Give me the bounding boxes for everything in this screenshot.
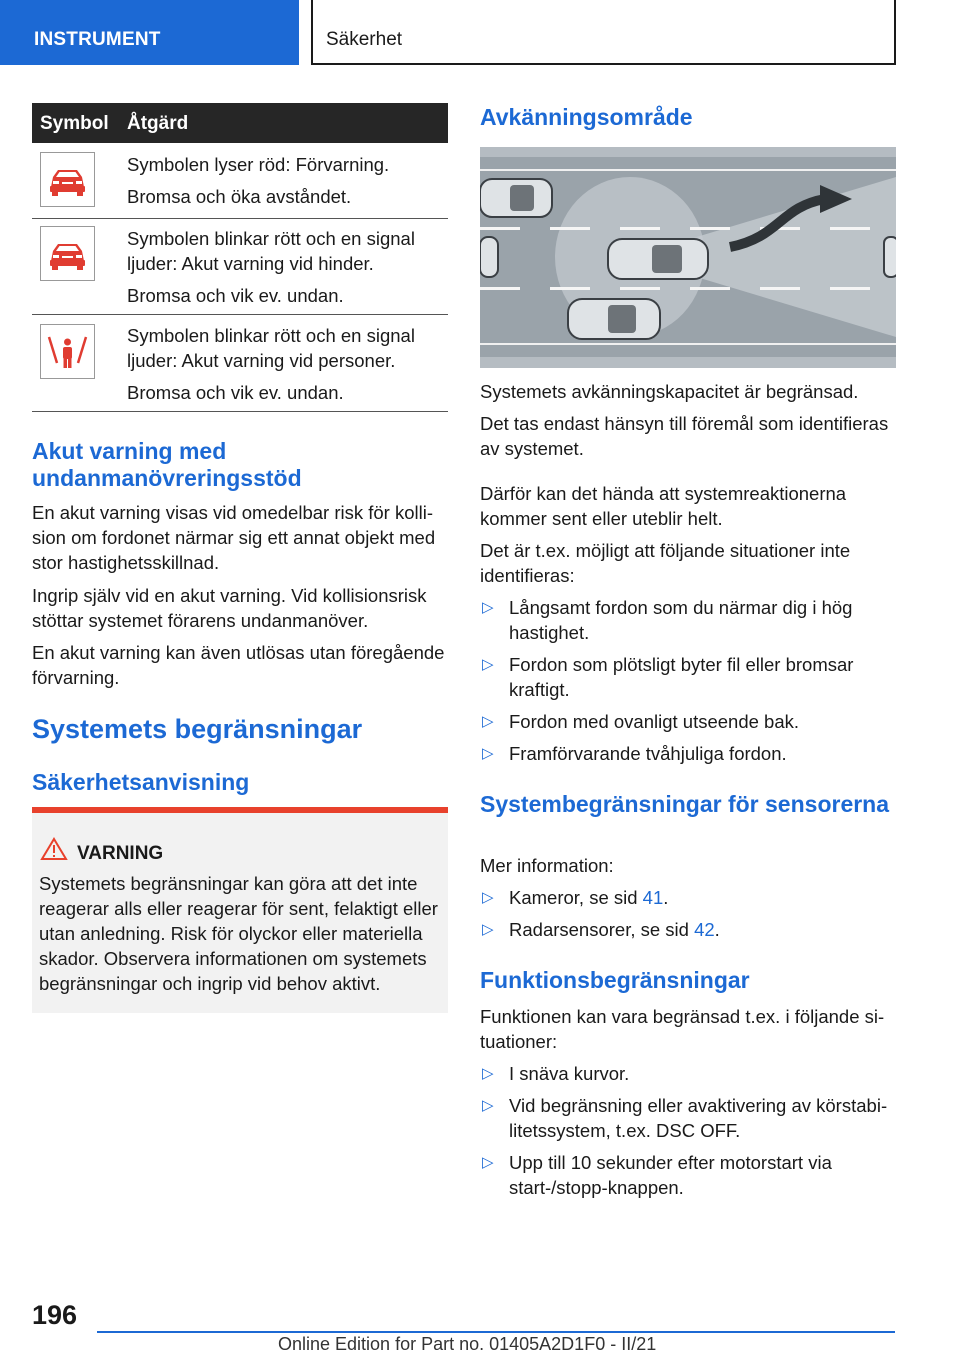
page-number: 196 [32, 1300, 78, 1330]
footer-divider [97, 1331, 895, 1333]
bullet-triangle-icon: ▷ [482, 599, 494, 616]
sensors-intro: Mer information: [480, 855, 614, 876]
bullet-triangle-icon: ▷ [482, 713, 494, 730]
warning-text: Systemets begränsningar kan göra att det inte reagerar alls eller reagerar för sent, felaktigt eller utan anledning. Risk för olyckor eller materiella skador. Observera informationen om systemets begränsningar och ingrip vid behov aktivt. [39, 873, 438, 994]
row-text: Symbolen blinkar rött och en signal ljuder: Akut varning vid hinder. [127, 228, 415, 274]
bullet-triangle-icon: ▷ [482, 1097, 494, 1114]
list-item: ▷ Radarsensorer, se sid 42. [482, 919, 720, 940]
warning-triangle-icon [40, 837, 68, 861]
list-item: ▷ Kameror, se sid 41. [482, 887, 669, 908]
sensing-heading: Avkänningsområde [480, 104, 693, 130]
row-text: Symbolen lyser röd: Förvarning. [127, 154, 390, 175]
warning-title: VARNING [77, 843, 164, 864]
bullet-triangle-icon: ▷ [482, 1154, 494, 1171]
table-row [32, 143, 448, 219]
pedestrian-warning-icon [40, 324, 95, 379]
list-item: ▷ I snäva kurvor. [482, 1063, 630, 1084]
bullet-triangle-icon: ▷ [482, 656, 494, 673]
edition-text: Online Edition for Part no. 01405A2D1F0 - II/21 [278, 1334, 657, 1354]
limits-heading: Systemets begränsningar [32, 714, 363, 744]
table-header [32, 103, 448, 143]
bullet-triangle-icon: ▷ [482, 745, 494, 762]
list-item: ▷ Framförvarande tvåhjuliga fordon. [482, 743, 787, 764]
chapter-label: Säkerhet [326, 29, 403, 50]
chapter-box [311, 0, 896, 65]
function-heading: Funktionsbegränsningar [480, 967, 750, 993]
list-item: ▷ Upp till 10 sekunder efter motorstart via start-/stopp-knappen. [482, 1152, 832, 1198]
list-item: ▷ Långsamt fordon som du närmar dig i hög hastighet. [482, 597, 853, 643]
safety-subheading: Säkerhetsanvisning [32, 769, 250, 795]
function-intro: Funktionen kan vara begränsad t.ex. i följande situationer: [480, 1006, 885, 1052]
akut-paragraph: En akut varning visas vid omedelbar risk för kollision om fordonet närmar sig ett annat objekt med stor hastighetsskillnad. [32, 502, 436, 573]
sensing-paragraph: Det är t.ex. möjligt att följande situationer inte identifieras: [480, 540, 851, 586]
list-item: ▷ Vid begränsning eller avaktivering av körstabilitetssystem, t.ex. DSC OFF. [482, 1095, 888, 1141]
akut-paragraph: Ingrip själv vid en akut varning. Vid kollisionsrisk stöttar systemet förarens undanmanöver. [32, 585, 427, 631]
row-text: Bromsa och vik ev. undan. [127, 285, 344, 306]
col-symbol-header: Symbol [40, 113, 109, 134]
car-warning-icon [40, 226, 95, 281]
table-row [32, 219, 448, 315]
car-warning-icon [40, 152, 95, 207]
table-row [32, 315, 448, 412]
sensing-paragraph: Det tas endast hänsyn till föremål som identifieras av systemet. [480, 413, 889, 459]
sensing-paragraph: Därför kan det hända att systemreaktionerna kommer sent eller uteblir helt. [480, 483, 847, 529]
row-text: Symbolen blinkar rött och en signal ljuder: Akut varning vid personer. [127, 325, 415, 371]
page-link-42[interactable]: 42 [694, 919, 715, 940]
list-item: ▷ Fordon som plötsligt byter fil eller bromsar kraftigt. [482, 654, 854, 700]
row-text: Bromsa och vik ev. undan. [127, 382, 344, 403]
bullet-triangle-icon: ▷ [482, 921, 494, 938]
akut-heading: Akut varning med undanmanövreringsstöd [32, 438, 302, 491]
warning-box [32, 807, 448, 1013]
list-item: ▷ Fordon med ovanligt utseende bak. [482, 711, 800, 732]
bullet-triangle-icon: ▷ [482, 889, 494, 906]
sensing-paragraph: Systemets avkänningskapacitet är begränsad. [480, 381, 859, 402]
akut-paragraph: En akut varning kan även utlösas utan föregående förvarning. [32, 642, 445, 688]
sensors-heading: Systembegränsningar för sensorerna [480, 791, 890, 817]
page-link-41[interactable]: 41 [642, 887, 664, 908]
col-action-header: Åtgärd [127, 113, 189, 134]
sensing-area-illustration [480, 147, 896, 368]
row-text: Bromsa och öka avståndet. [127, 186, 352, 207]
section-label: INSTRUMENT [34, 29, 161, 50]
section-tab [0, 0, 299, 65]
bullet-triangle-icon: ▷ [482, 1065, 494, 1082]
